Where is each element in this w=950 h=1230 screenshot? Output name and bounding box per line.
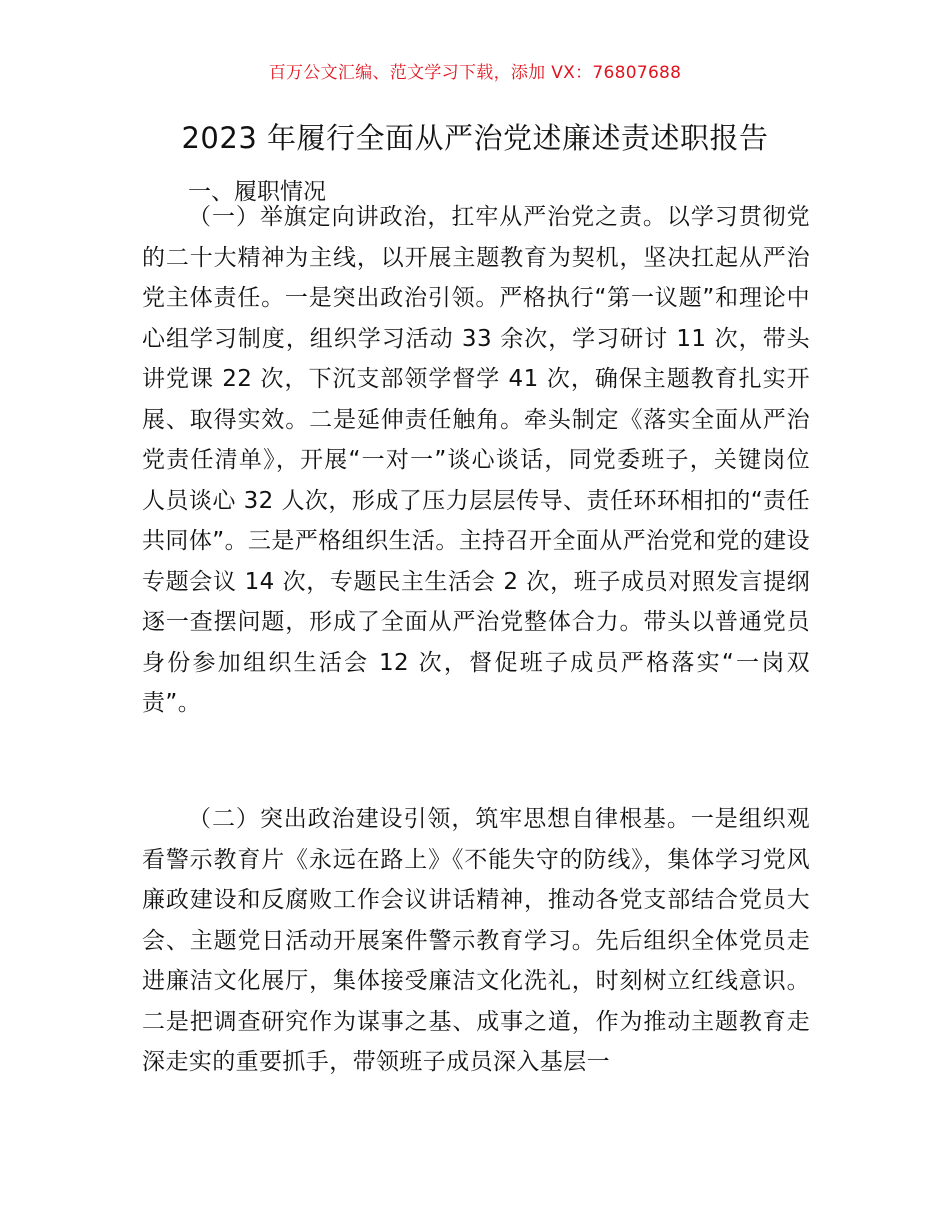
watermark-header: 百万公文汇编、范文学习下载，添加 VX：76807688	[268, 63, 682, 83]
body-paragraph: （一）举旗定向讲政治，扛牢从严治党之责。以学习贯彻党的二十大精神为主线，以开展主题教育为契机，坚决扛起从严治党主体责任。一是突出政治引领。严格执行“第一议题”和理论中心组学习制度，组织学习活动 33 余次，学习研讨 11 次，带头讲党课 22 次，下沉支部领学督学 41 次，确保主题教育扎实开展、取得实效。二是延伸责任触角。牵头制定《落实全面从严治党责任清单》，开展“一对一”谈心谈话，同党委班子，关键岗位人员谈心 32 人次，形成了压力层层传导、责任环环相扣的“责任共同体”。三是严格组织生活。主持召开全面从严治党和党的建设专题会议 14 次，专题民主生活会 2 次，班子成员对照发言提纲逐一查摆问题，形成了全面从严治党整体合力。带头以普通党员身份参加组织生活会 12 次，督促班子成员严格落实“一岗双责”。	[142, 204, 810, 716]
document-title: 2023 年履行全面从严治党述廉述责述职报告	[181, 121, 769, 155]
section-heading: 一、履职情况	[188, 179, 326, 205]
body-paragraph: （二）突出政治建设引领，筑牢思想自律根基。一是组织观看警示教育片《永远在路上》《不能失守的防线》，集体学习党风廉政建设和反腐败工作会议讲话精神，推动各党支部结合党员大会、主题党日活动开展案件警示教育学习。先后组织全体党员走进廉洁文化展厅，集体接受廉洁文化洗礼，时刻树立红线意识。二是把调查研究作为谋事之基、成事之道，作为推动主题教育走深走实的重要抓手，带领班子成员深入基层一	[142, 806, 810, 1075]
